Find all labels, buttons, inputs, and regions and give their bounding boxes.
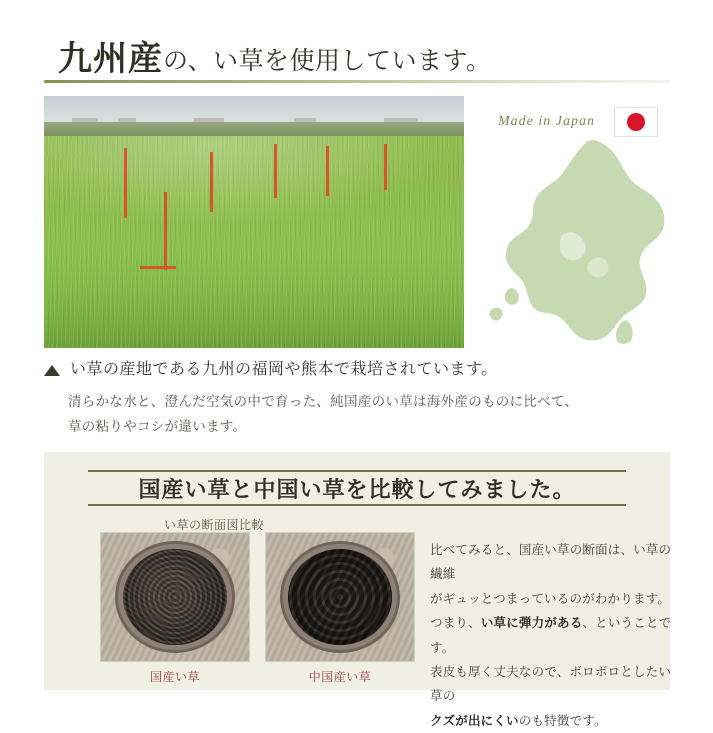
made-in-japan-label: Made in Japan (498, 114, 595, 129)
description-line-5-bold: クズが出にくい (430, 713, 519, 728)
photo-stake (326, 146, 329, 196)
domestic-igusa-label: 国産い草 (149, 670, 200, 684)
title-divider (44, 80, 670, 83)
micro-core (288, 549, 392, 645)
photo-stake (210, 152, 213, 212)
kyushu-map-icon (476, 138, 686, 358)
caption-sub-line-2: 草の粘りやコシが違います。 (68, 418, 247, 434)
photo-stake (124, 148, 127, 218)
photo-caption-sub (68, 390, 668, 440)
description-line-2: がギュッとつまっているのがわかります。 (430, 591, 671, 606)
comparison-description (430, 538, 680, 733)
igusa-field-photo (44, 96, 464, 348)
photo-stake (164, 192, 167, 270)
triangle-bullet-icon (44, 365, 60, 376)
chinese-igusa-cross-section (265, 532, 415, 662)
description-line-3-pre: つまり、 (430, 616, 481, 631)
photo-stake (384, 144, 387, 190)
japan-flag-icon (614, 107, 658, 137)
photo-caption (44, 360, 664, 381)
flag-disc (627, 113, 645, 131)
page-title-emphasis: 九州産 (58, 40, 163, 78)
comparison-panel-title: 国産い草と中国い草を比較してみました。 (88, 470, 626, 506)
domestic-igusa-cross-section (100, 532, 250, 662)
photo-stake (274, 144, 277, 198)
page-title (58, 22, 668, 76)
micro-core (123, 549, 227, 645)
comparison-panel-subtitle: い草の断面図比較 (164, 518, 265, 532)
chinese-igusa-label: 中国産い草 (308, 670, 372, 684)
page-title-rest: の、い草を使用しています。 (163, 47, 492, 75)
photo-stake-cross (140, 266, 176, 269)
description-line-4: 表皮も厚く丈夫なので、ボロボロとしたい草の (430, 664, 672, 704)
description-line-3-bold: い草に弾力がある (480, 616, 583, 631)
description-line-1: 比べてみると、国産い草の断面は、い草の繊維 (430, 543, 672, 582)
description-line-5 (430, 709, 680, 733)
description-line-3-post: 、ということです。 (430, 616, 672, 655)
comparison-panel (44, 452, 672, 728)
caption-sub-line-1: 清らかな水と、澄んだ空気の中で育った、純国産のい草は海外産のものに比べて、 (68, 394, 579, 409)
description-line-3 (430, 611, 680, 660)
photo-caption-text: い草の産地である九州の福岡や熊本で栽培されています。 (70, 361, 498, 378)
photo-highlight (44, 136, 464, 236)
description-line-5-post: のも特徴です。 (518, 713, 607, 728)
